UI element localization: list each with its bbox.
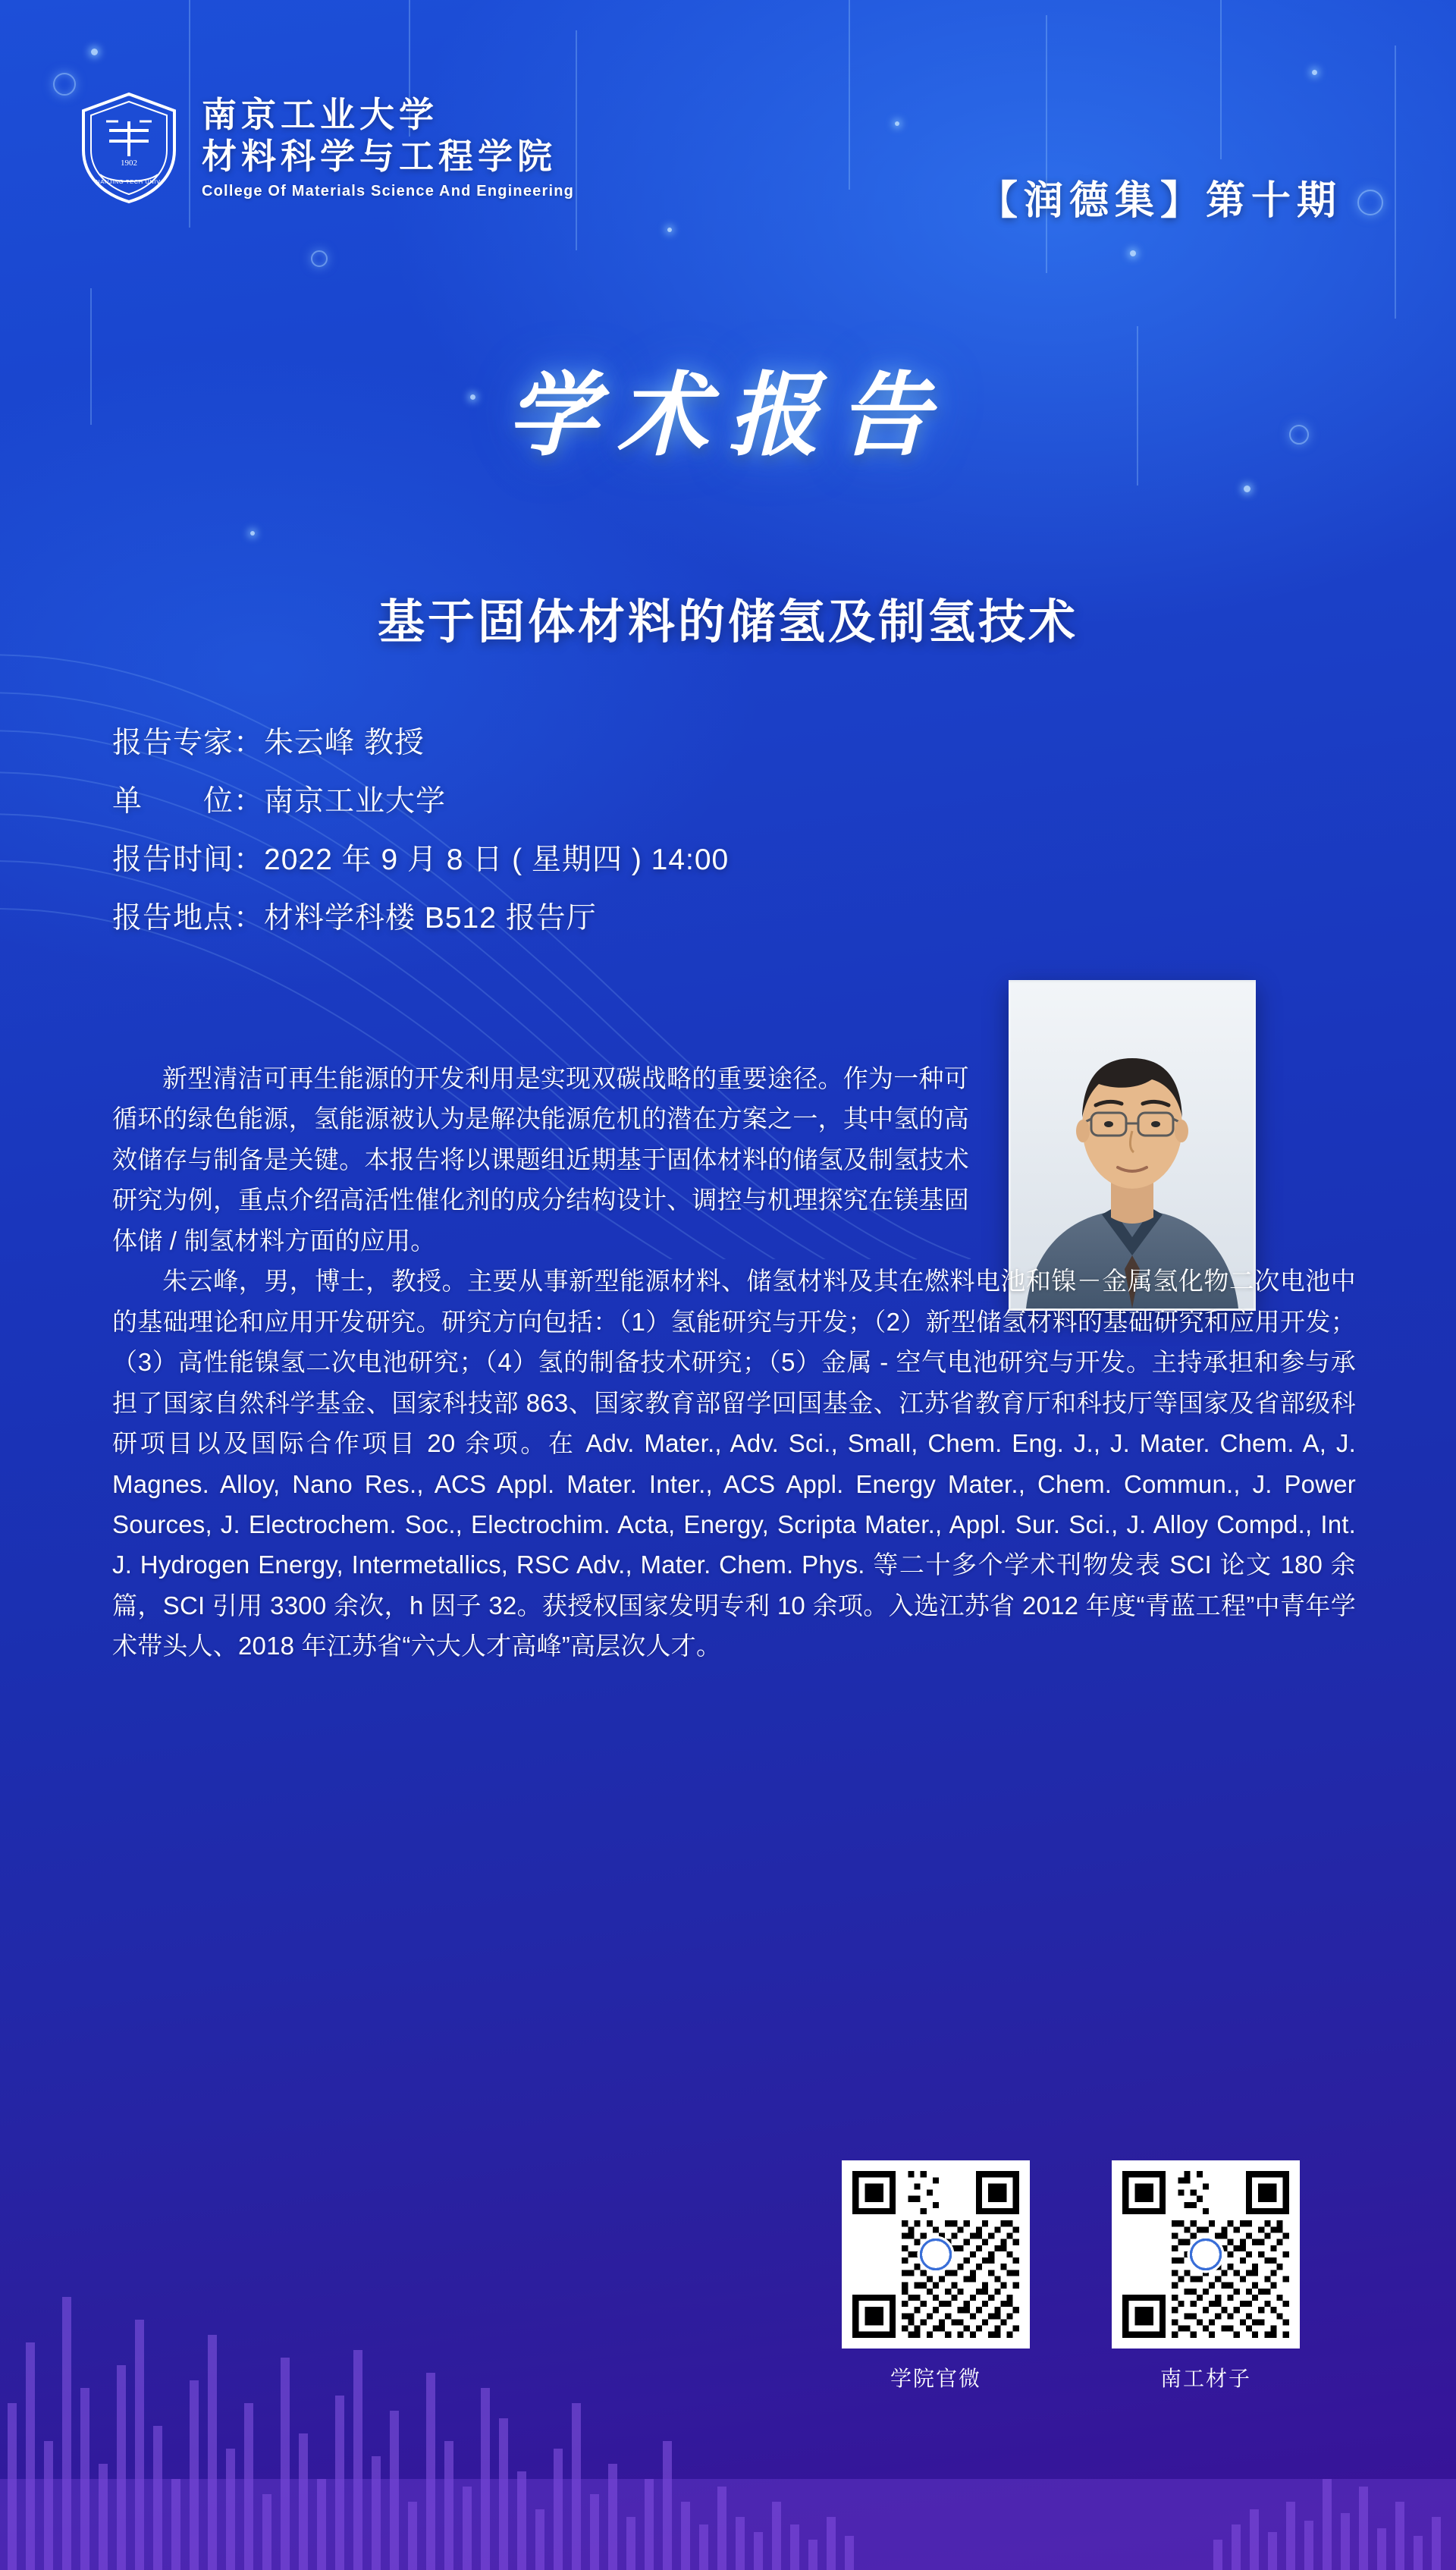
qr-nangong-caizi[interactable] <box>1112 2160 1300 2349</box>
abstract-text: 新型清洁可再生能源的开发利用是实现双碳战略的重要途径。作为一种可循环的绿色能源，氢能源被认为是解决能源危机的潜在方案之一，其中氢的高效储存与制备是关键。本报告将以课题组近期基于固体材料的储氢及制氢技术研究为例，重点介绍高活性催化剂的成分结构设计、调控与机理探究在镁基固体储 / 制氢材料方面的应用。 <box>112 1064 969 1255</box>
info-label-venue: 报告地点： <box>112 902 265 935</box>
info-label-speaker: 报告专家： <box>112 727 265 759</box>
glow-dot <box>1244 485 1250 492</box>
glow-dot <box>1130 250 1136 256</box>
qr-item-nangong-caizi <box>1112 2160 1300 2392</box>
glow-dot <box>667 228 672 232</box>
glow-ring <box>311 250 328 267</box>
university-name: 南京工业大学 <box>202 96 438 135</box>
info-row-speaker <box>112 728 729 758</box>
poster-header <box>76 91 574 205</box>
glow-ring <box>53 73 76 96</box>
abstract-paragraph <box>112 1058 969 1261</box>
lecture-info-list <box>112 728 729 962</box>
poster-body-text <box>112 1058 1356 1667</box>
info-row-venue <box>112 903 729 933</box>
glow-ring <box>1357 190 1383 215</box>
info-row-affiliation <box>112 787 729 816</box>
issue-label: 【润德集】第十期 <box>977 180 1342 223</box>
college-name: 材料科学与工程学院 <box>202 137 557 177</box>
glow-dot <box>91 49 98 55</box>
qr-item-college-wechat <box>842 2160 1030 2392</box>
svg-text:1902: 1902 <box>121 159 137 168</box>
info-row-datetime <box>112 845 729 875</box>
school-name-block <box>202 96 574 200</box>
info-value-affiliation: 南京工业大学 <box>264 785 447 818</box>
qr-caption-nangong-caizi: 南工材子 <box>1159 2367 1251 2390</box>
qr-code-section <box>842 2160 1300 2392</box>
lecture-topic-title: 基于固体材料的储氢及制氢技术 <box>377 597 1078 649</box>
university-crest-icon <box>76 91 182 205</box>
biography-paragraph <box>112 1261 1356 1667</box>
qr-college-wechat[interactable] <box>842 2160 1030 2349</box>
glow-dot <box>895 121 899 126</box>
info-value-speaker: 朱云峰 教授 <box>264 727 425 759</box>
light-streaks-decoration <box>0 0 1456 577</box>
qr-code-image[interactable] <box>846 2165 1025 2344</box>
info-value-datetime: 2022 年 9 月 8 日 ( 星期四 ) 14:00 <box>264 844 730 876</box>
biography-text: 朱云峰，男，博士，教授。主要从事新型能源材料、储氢材料及其在燃料电池和镍－金属氢化物二次电池中的基础理论和应用开发研究。研究方向包括：（1）氢能研究与开发；（2）新型储氢材料的基础研究和应用开发；（3）高性能镍氢二次电池研究；（4）氢的制备技术研究；（5）金属 - 空气电池研究与开发。主持承担和参与承担了国家自然科学基金、国家科技部 863、国家教育部留学回国基金、江苏省教育厅和科技厅等国家及省部级科研项目以及国际合作项目 20 余项。在 Adv. Mater., Adv. Sci., Small, Chem. Eng. J., J. Mater. Chem. A, J. Magnes. Alloy, Nano Res., ACS Appl. Mater. Inter., ACS Appl. Energy Mater., Chem. Commun., J. Power Sources, J. Electrochem. Soc., Electrochim. Acta, Energy, Scripta Mater., Appl. Sur. Sci., J. Alloy Compd., Int. J. Hydrogen Energy, Intermetallics, RSC Adv., Mater. Chem. Phys. 等二十多个学术刊物发表 SCI 论文 180 余篇，SCI 引用 3300 余次，h 因子 32。获授权国家发明专利 10 余项。入选江苏省 2012 年度“青蓝工程”中青年学术带头人、2018 年江苏省“六大人才高峰”高层次人才。 <box>112 1267 1356 1660</box>
college-name-en: College Of Materials Science And Engineering <box>202 182 575 200</box>
svg-text:NANJING TECH UNIV.: NANJING TECH UNIV. <box>96 178 162 185</box>
qr-caption-college-wechat: 学院官微 <box>890 2367 981 2390</box>
glow-dot <box>1312 70 1317 75</box>
glow-dot <box>250 531 255 536</box>
qr-code-image[interactable] <box>1116 2165 1295 2344</box>
page-title: 学术报告 <box>507 366 949 467</box>
info-label-datetime: 报告时间： <box>112 844 265 876</box>
info-label-affiliation: 单 位： <box>112 785 265 818</box>
info-value-venue: 材料学科楼 B512 报告厅 <box>264 902 597 935</box>
